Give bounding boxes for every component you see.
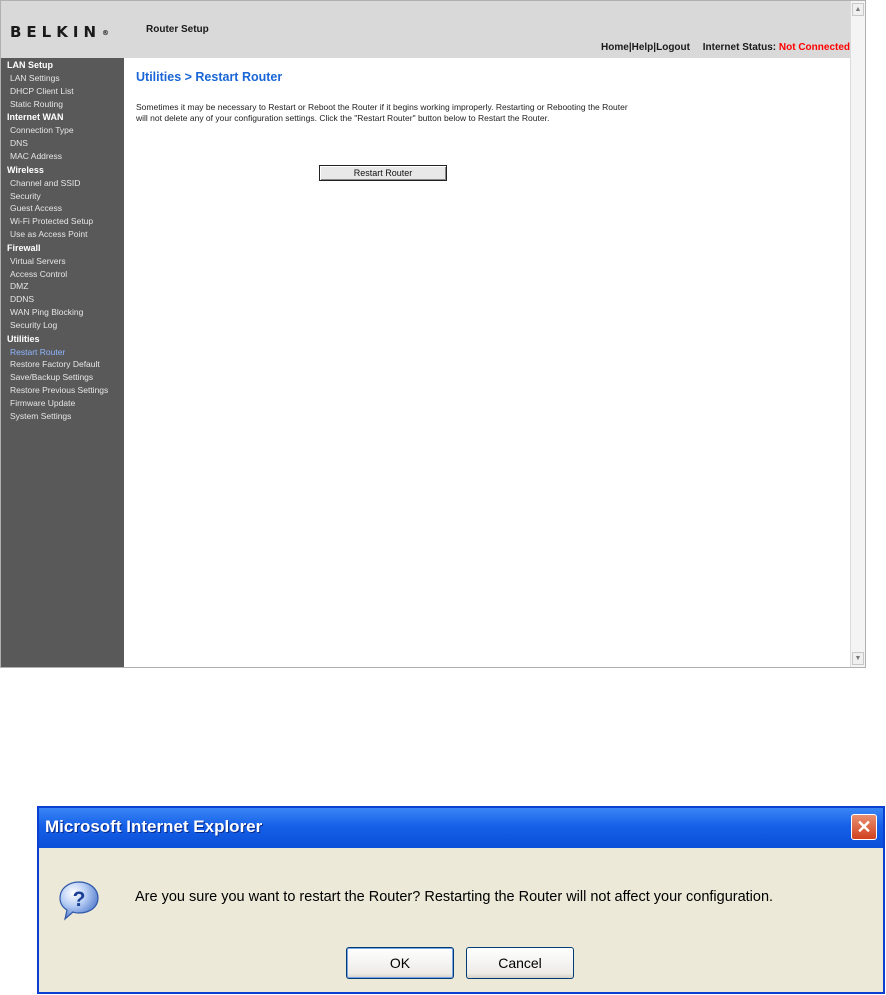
sidebar-item-restore-previous-settings[interactable]: Restore Previous Settings — [10, 384, 109, 395]
sidebar-item-restore-factory-default[interactable]: Restore Factory Default — [10, 359, 100, 370]
sidebar-item-virtual-servers[interactable]: Virtual Servers — [10, 255, 66, 266]
sidebar-item-lan-settings[interactable]: LAN Settings — [10, 73, 60, 83]
sidebar-item-security-log[interactable]: Security Log — [10, 319, 58, 330]
internet-status-value: Not Connected — [778, 42, 850, 53]
belkin-logo: BELKIN® — [10, 23, 109, 41]
top-links: Home|Help|Logout Internet Status: Not Connected — [601, 42, 850, 53]
sidebar-item-system-settings[interactable]: System Settings — [10, 410, 72, 421]
sidebar-item-connection-type[interactable]: Connection Type — [10, 125, 74, 136]
header-title: Router Setup — [146, 24, 209, 35]
sidebar-item-firmware-update[interactable]: Firmware Update — [10, 397, 76, 408]
vertical-scrollbar[interactable] — [850, 1, 866, 667]
dialog-message: Are you sure you want to restart the Router? Restarting the Router will not affect your configuration. — [135, 889, 774, 905]
sidebar-item-guest-access[interactable]: Guest Access — [10, 203, 62, 214]
scroll-down-arrow-icon[interactable]: ▼ — [852, 652, 864, 665]
sidebar-item-wan-ping-blocking[interactable]: WAN Ping Blocking — [10, 306, 84, 317]
close-icon: ✕ — [856, 817, 872, 837]
sidebar-section-title: Utilities — [7, 333, 40, 344]
sidebar-item-ddns[interactable]: DDNS — [10, 294, 35, 305]
page-title: Utilities > Restart Router — [136, 70, 283, 84]
sidebar-item-access-control[interactable]: Access Control — [10, 268, 68, 279]
sidebar-section-title: Firewall — [7, 242, 41, 253]
logout-link[interactable]: Logout — [656, 42, 690, 53]
confirm-dialog — [37, 806, 885, 994]
svg-text:?: ? — [72, 888, 86, 911]
sidebar-item-dmz[interactable]: DMZ — [10, 281, 29, 292]
restart-router-button[interactable]: Restart Router — [319, 165, 447, 181]
home-link[interactable]: Home — [601, 42, 629, 53]
sidebar-item-dhcp-client-list[interactable]: DHCP Client List — [10, 85, 74, 96]
sidebar-item-security[interactable]: Security — [10, 190, 41, 201]
sidebar-nav — [1, 58, 124, 668]
dialog-titlebar[interactable] — [39, 808, 883, 848]
sidebar-section-title: Wireless — [7, 164, 44, 175]
ok-button[interactable]: OK — [346, 947, 454, 979]
sidebar-item-static-routing[interactable]: Static Routing — [10, 98, 63, 109]
sidebar-item-use-as-access-point[interactable]: Use as Access Point — [10, 228, 88, 239]
dialog-title: Microsoft Internet Explorer — [45, 817, 263, 836]
header-bar — [1, 1, 850, 58]
main-content — [124, 58, 850, 668]
sidebar-item-mac-address[interactable]: MAC Address — [10, 150, 62, 161]
question-icon — [57, 878, 101, 922]
close-button[interactable] — [851, 814, 877, 840]
sidebar-item-dns[interactable]: DNS — [10, 138, 28, 149]
sidebar-item-restart-router[interactable]: Restart Router — [10, 346, 66, 357]
help-link[interactable]: Help — [631, 42, 654, 53]
page-description: Sometimes it may be necessary to Restart or Reboot the Router if it begins working improperly. Restarting or Rebooting the Router will not delete any of your configuration settings. Click the "Restart Router" button below to Restart the Router. — [136, 102, 628, 123]
sidebar-section-title: Internet WAN — [7, 112, 64, 123]
internet-status-label: Internet Status: — [702, 42, 777, 53]
cancel-button[interactable]: Cancel — [466, 947, 574, 979]
sidebar-section-title: LAN Setup — [7, 60, 53, 70]
sidebar-item-channel-and-ssid[interactable]: Channel and SSID — [10, 177, 81, 188]
sidebar-item-save-backup-settings[interactable]: Save/Backup Settings — [10, 372, 94, 383]
scroll-up-arrow-icon[interactable]: ▲ — [852, 3, 864, 16]
sidebar-item-wi-fi-protected-setup[interactable]: Wi-Fi Protected Setup — [10, 216, 94, 227]
